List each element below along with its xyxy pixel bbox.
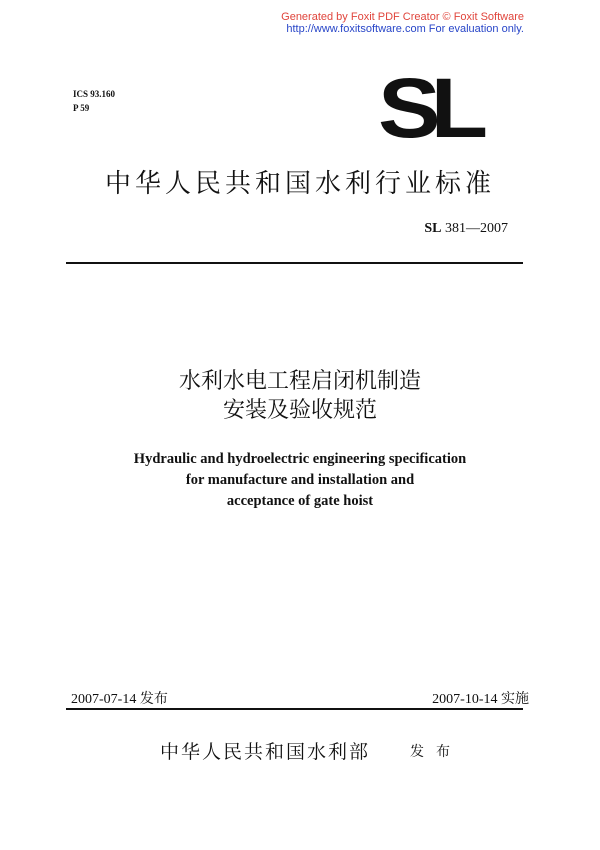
ministry-standard-header: 中华人民共和国水利行业标准 [104, 169, 495, 199]
title-chinese [0, 367, 600, 425]
title-en-line-1: Hydraulic and hydroelectric engineering specification [133, 451, 467, 467]
standard-number-prefix: SL [424, 221, 442, 236]
title-en-line-2: for manufacture and installation and [185, 472, 415, 488]
watermark-line-1: Generated by Foxit PDF Creator © Foxit Software [281, 11, 524, 23]
title-english [0, 449, 600, 512]
sl-logo: SL [378, 61, 479, 155]
classification-codes [73, 87, 115, 115]
footer-divider [66, 708, 523, 710]
issue-date: 2007-07-14 发布 [71, 692, 168, 707]
title-en-line-3: acceptance of gate hoist [226, 493, 374, 509]
p-code: P 59 [73, 103, 90, 113]
standard-number-value: 381—2007 [441, 221, 508, 236]
issue-label [410, 741, 452, 761]
watermark-line-2: http://www.foxitsoftware.com For evaluation only. [286, 23, 524, 35]
ics-code: ICS 93.160 [73, 89, 116, 99]
issuing-authority: 中华人民共和国水利部 [160, 741, 371, 763]
header-divider [66, 262, 523, 264]
title-cn-line-2: 安装及验收规范 [222, 398, 377, 423]
issue-label-char-2: 布 [436, 744, 452, 760]
issue-label-char-1: 发 [410, 744, 426, 760]
implementation-date: 2007-10-14 实施 [432, 692, 529, 707]
standard-number [424, 221, 508, 237]
title-cn-line-1: 水利水电工程启闭机制造 [178, 369, 421, 394]
